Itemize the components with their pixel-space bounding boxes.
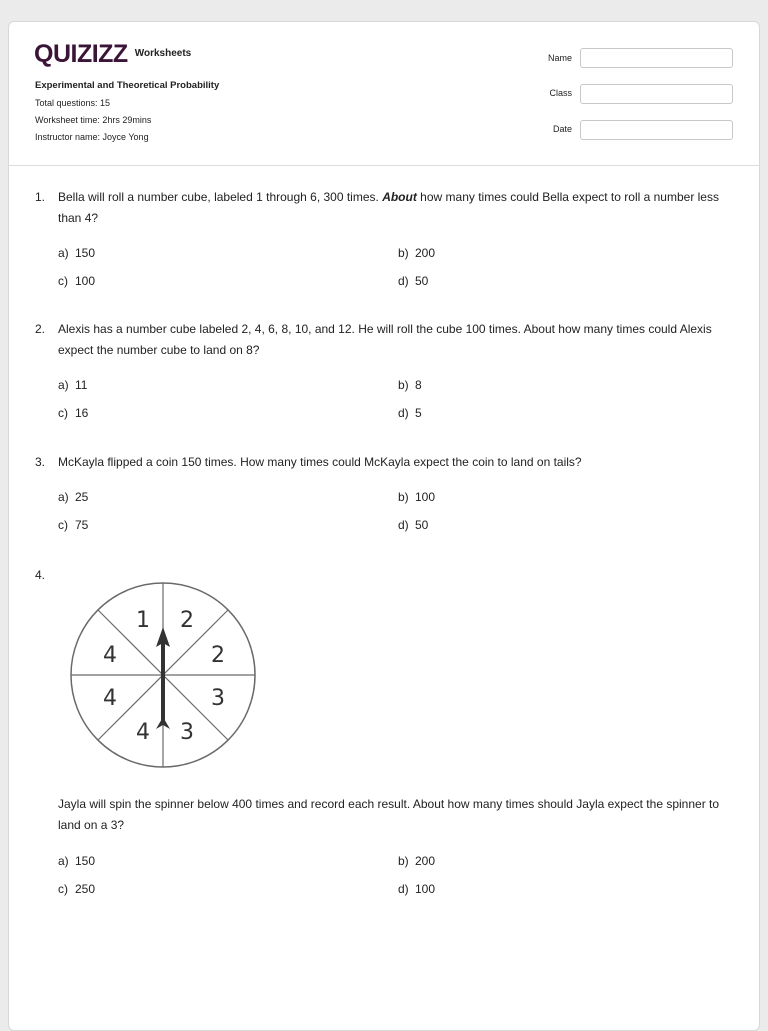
answer-option bbox=[58, 274, 95, 288]
option-value: 250 bbox=[75, 882, 96, 896]
option-value: 50 bbox=[415, 274, 429, 288]
spinner-label: 2 bbox=[211, 643, 225, 668]
option-letter: d) bbox=[398, 406, 409, 420]
question-text: Jayla will spin the spinner below 400 times and record each result. About how many times should Jayla expect the spinner to land on a 3? bbox=[58, 797, 720, 832]
option-value: 150 bbox=[75, 854, 96, 868]
worksheet-header bbox=[9, 22, 759, 166]
spinner-label: 3 bbox=[180, 720, 194, 745]
answer-option bbox=[58, 246, 95, 260]
question-emphasis: About bbox=[382, 190, 417, 204]
option-letter: b) bbox=[398, 490, 409, 504]
option-value: 50 bbox=[415, 518, 429, 532]
spinner-label: 1 bbox=[136, 608, 150, 633]
spinner-image bbox=[67, 577, 259, 773]
option-value: 150 bbox=[75, 246, 96, 260]
worksheet-title: Experimental and Theoretical Probability bbox=[35, 80, 220, 91]
option-value: 100 bbox=[415, 490, 436, 504]
option-value: 200 bbox=[415, 854, 436, 868]
logo-subtitle: Worksheets bbox=[134, 48, 192, 59]
question-number: 4. bbox=[35, 568, 46, 582]
instructor-name: Instructor name: Joyce Yong bbox=[35, 132, 149, 142]
answer-option bbox=[58, 490, 88, 504]
name-field[interactable] bbox=[580, 48, 733, 68]
logo-text: QUIZIZZ bbox=[34, 40, 128, 68]
option-letter: a) bbox=[58, 490, 69, 504]
option-letter: b) bbox=[398, 378, 409, 392]
option-letter: c) bbox=[58, 518, 68, 532]
answer-option bbox=[398, 854, 435, 868]
question-text bbox=[58, 187, 738, 229]
answer-option bbox=[398, 518, 428, 532]
option-value: 8 bbox=[415, 378, 422, 392]
worksheet-page bbox=[8, 21, 760, 1031]
option-letter: c) bbox=[58, 406, 68, 420]
question-number: 3. bbox=[35, 455, 46, 469]
answer-option bbox=[398, 882, 435, 896]
class-label: Class bbox=[549, 88, 572, 98]
answer-option bbox=[58, 378, 87, 392]
option-value: 100 bbox=[415, 882, 436, 896]
option-letter: a) bbox=[58, 378, 69, 392]
option-value: 75 bbox=[75, 518, 89, 532]
spinner-label: 4 bbox=[103, 643, 117, 668]
question-number: 1. bbox=[35, 190, 46, 204]
option-value: 100 bbox=[75, 274, 96, 288]
answer-option bbox=[398, 378, 422, 392]
date-label: Date bbox=[552, 124, 572, 134]
answer-option bbox=[58, 518, 88, 532]
option-letter: d) bbox=[398, 882, 409, 896]
date-field[interactable] bbox=[580, 120, 733, 140]
option-letter: a) bbox=[58, 246, 69, 260]
option-letter: b) bbox=[398, 246, 409, 260]
option-letter: b) bbox=[398, 854, 409, 868]
option-letter: c) bbox=[58, 274, 68, 288]
option-letter: a) bbox=[58, 854, 69, 868]
question-text-part: how many times could Bella expect to roll a number less than 4? bbox=[58, 190, 719, 225]
quizizz-logo bbox=[34, 40, 191, 69]
spinner-label: 2 bbox=[180, 608, 194, 633]
option-value: 5 bbox=[415, 406, 422, 420]
option-letter: d) bbox=[398, 518, 409, 532]
spinner-label: 3 bbox=[211, 686, 225, 711]
spinner-label: 4 bbox=[136, 720, 150, 745]
total-questions: Total questions: 15 bbox=[35, 98, 111, 108]
question-text: Alexis has a number cube labeled 2, 4, 6, 8, 10, and 12. He will roll the cube 100 times. About how many times could Alexis expect the number cube to land on 8? bbox=[58, 322, 712, 357]
class-field[interactable] bbox=[580, 84, 733, 104]
answer-option bbox=[58, 882, 95, 896]
name-label: Name bbox=[547, 53, 572, 63]
question-text: McKayla flipped a coin 150 times. How many times could McKayla expect the coin to land on tails? bbox=[58, 455, 582, 469]
option-value: 25 bbox=[75, 490, 89, 504]
worksheet-time: Worksheet time: 2hrs 29mins bbox=[35, 115, 152, 125]
option-value: 16 bbox=[75, 406, 89, 420]
option-value: 200 bbox=[415, 246, 436, 260]
spinner-label: 4 bbox=[103, 686, 117, 711]
answer-option bbox=[58, 854, 95, 868]
option-letter: c) bbox=[58, 882, 68, 896]
answer-option bbox=[58, 406, 88, 420]
answer-option bbox=[398, 246, 435, 260]
answer-option bbox=[398, 490, 435, 504]
question-number: 2. bbox=[35, 322, 46, 336]
option-letter: d) bbox=[398, 274, 409, 288]
answer-option bbox=[398, 406, 422, 420]
answer-option bbox=[398, 274, 428, 288]
option-value: 11 bbox=[75, 378, 88, 392]
question-text-part: Bella will roll a number cube, labeled 1 through 6, 300 times. bbox=[58, 190, 383, 204]
